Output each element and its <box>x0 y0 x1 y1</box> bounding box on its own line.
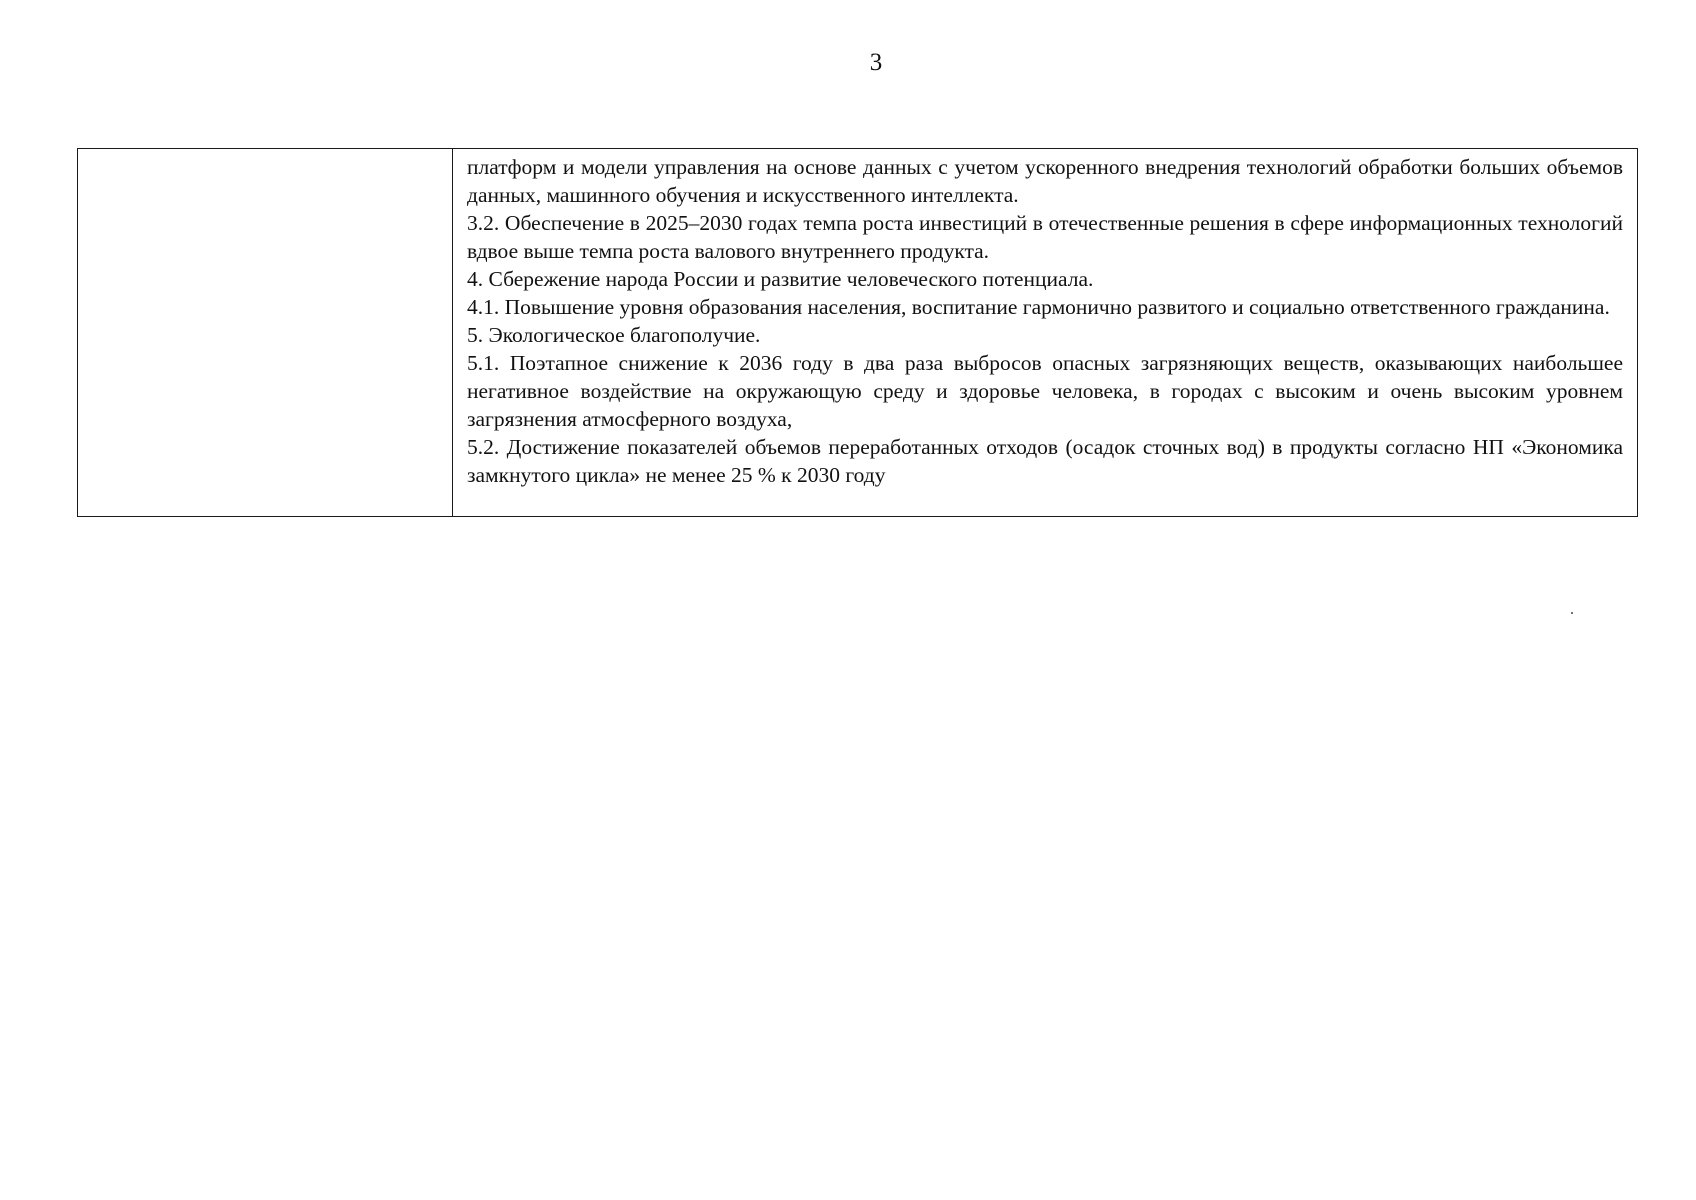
goals-table <box>77 148 1638 517</box>
paragraph-5-1: 5.1. Поэтапное снижение к 2036 году в два раза выбросов опасных загрязняющих веществ, оказывающих наибольшее негативное воздействие на окружающую среду и здоровье человека, в городах с высоким и очень высоким уровнем загрязнения атмосферного воздуха, <box>467 351 1623 431</box>
paragraph-4-1: 4.1. Повышение уровня образования населения, воспитание гармонично развитого и социально ответственного гражданина. <box>467 295 1610 319</box>
table-cell-left-empty <box>78 149 453 517</box>
page-number: 3 <box>869 49 883 76</box>
table-row <box>78 149 1638 517</box>
paragraph-3-2: 3.2. Обеспечение в 2025–2030 годах темпа роста инвестиций в отечественные решения в сфере информационных технологий вдвое выше темпа роста валового внутреннего продукта. <box>467 211 1623 263</box>
scan-speck <box>1571 612 1573 614</box>
paragraph-4-heading: 4. Сбережение народа России и развитие человеческого потенциала. <box>467 267 1094 291</box>
paragraph-5-2: 5.2. Достижение показателей объемов переработанных отходов (осадок сточных вод) в продукты согласно НП «Экономика замкнутого цикла» не менее 25 % к 2030 году <box>467 435 1623 487</box>
paragraph-platforms-continuation: платформ и модели управления на основе данных с учетом ускоренного внедрения технологий обработки больших объемов данных, машинного обучения и искусственного интеллекта. <box>467 155 1623 207</box>
paragraph-5-heading: 5. Экологическое благополучие. <box>467 323 761 347</box>
table-cell-right <box>453 149 1638 517</box>
